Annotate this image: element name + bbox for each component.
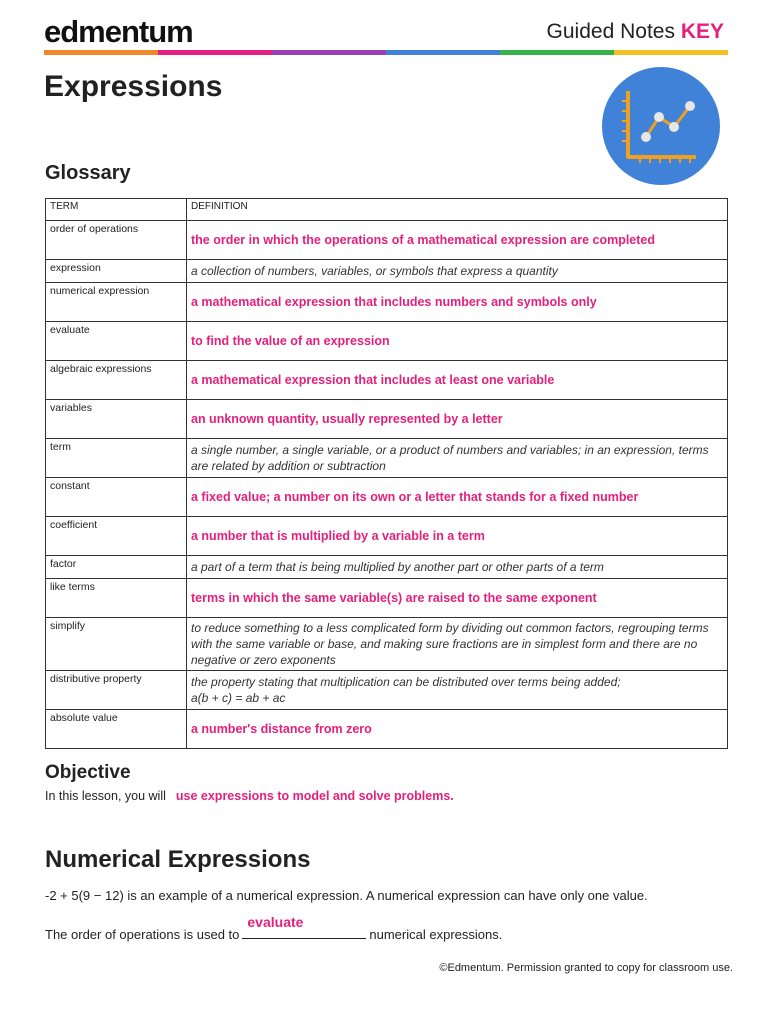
key-label: KEY	[680, 20, 724, 43]
table-row	[46, 556, 728, 579]
term-cell: variables	[46, 400, 187, 439]
example-paragraph: -2 + 5(9 − 12) is an example of a numerical expression. A numerical expression can have only one value.	[45, 888, 648, 903]
objective-answer: use expressions to model and solve problems.	[175, 789, 454, 803]
header-color-stripe	[44, 50, 728, 55]
formula-line: a(b + c) = ab + ac	[191, 691, 286, 705]
glossary-header-row	[46, 199, 728, 221]
definition-cell: a mathematical expression that includes numbers and symbols only	[187, 283, 728, 322]
term-cell: constant	[46, 478, 187, 517]
table-row	[46, 322, 728, 361]
copyright-footer: ©Edmentum. Permission granted to copy for classroom use.	[439, 962, 733, 974]
blank-answer: evaluate	[247, 914, 304, 930]
table-row	[46, 618, 728, 671]
stripe-segment	[386, 50, 500, 55]
definition-cell: a fixed value; a number on its own or a letter that stands for a fixed number	[187, 478, 728, 517]
definition-column-header: DEFINITION	[187, 199, 728, 221]
table-row	[46, 478, 728, 517]
definition-line: the property stating that multiplication can be distributed over terms being added;	[191, 675, 621, 689]
definition-cell: to find the value of an expression	[187, 322, 728, 361]
definition-cell: a number's distance from zero	[187, 710, 728, 749]
stripe-segment	[272, 50, 386, 55]
term-cell: expression	[46, 260, 187, 283]
sentence-end: numerical expressions.	[369, 927, 503, 942]
section-heading: Numerical Expressions	[45, 846, 311, 873]
table-row	[46, 710, 728, 749]
line-graph-icon	[602, 67, 720, 185]
term-cell: distributive property	[46, 671, 187, 710]
table-row	[46, 439, 728, 478]
objective-heading: Objective	[45, 762, 131, 783]
definition-cell: the order in which the operations of a mathematical expression are completed	[187, 221, 728, 260]
term-cell: absolute value	[46, 710, 187, 749]
term-column-header: TERM	[46, 199, 187, 221]
doc-type-label: Guided Notes	[546, 20, 675, 43]
table-row	[46, 517, 728, 556]
glossary-heading: Glossary	[45, 162, 131, 184]
stripe-segment	[44, 50, 158, 55]
stripe-segment	[500, 50, 614, 55]
definition-cell: a mathematical expression that includes at least one variable	[187, 361, 728, 400]
term-cell: evaluate	[46, 322, 187, 361]
page-title: Expressions	[44, 70, 223, 103]
fill-in-paragraph	[45, 914, 503, 942]
definition-cell: to reduce something to a less complicated form by dividing out common factors, regrouping terms with the same variable or base, and making sure fractions are in simplest form and there are no negative or zero exponents	[187, 618, 728, 671]
table-row	[46, 400, 728, 439]
term-cell: algebraic expressions	[46, 361, 187, 400]
definition-cell: a collection of numbers, variables, or symbols that express a quantity	[187, 260, 728, 283]
table-row	[46, 221, 728, 260]
line-graph-svg	[602, 67, 720, 185]
term-cell: simplify	[46, 618, 187, 671]
sentence-start: The order of operations is used to	[45, 927, 240, 942]
objective-lead: In this lesson, you will	[45, 789, 166, 803]
definition-cell	[187, 671, 728, 710]
definition-cell: terms in which the same variable(s) are raised to the same exponent	[187, 579, 728, 618]
table-row	[46, 579, 728, 618]
glossary-table	[45, 198, 728, 749]
definition-cell: a single number, a single variable, or a product of numbers and variables; in an expression, terms are related by addition or subtraction	[187, 439, 728, 478]
term-cell: numerical expression	[46, 283, 187, 322]
stripe-segment	[158, 50, 272, 55]
table-row	[46, 361, 728, 400]
answer-blank	[242, 914, 366, 939]
term-cell: order of operations	[46, 221, 187, 260]
definition-cell: a number that is multiplied by a variable in a term	[187, 517, 728, 556]
table-row	[46, 671, 728, 710]
doc-type-title	[547, 20, 724, 44]
definition-cell: a part of a term that is being multiplied by another part or other parts of a term	[187, 556, 728, 579]
stripe-segment	[614, 50, 728, 55]
table-row	[46, 283, 728, 322]
definition-cell: an unknown quantity, usually represented by a letter	[187, 400, 728, 439]
term-cell: coefficient	[46, 517, 187, 556]
objective-line	[45, 789, 454, 803]
table-row	[46, 260, 728, 283]
term-cell: term	[46, 439, 187, 478]
brand-logo: edmentum	[44, 14, 193, 49]
term-cell: factor	[46, 556, 187, 579]
term-cell: like terms	[46, 579, 187, 618]
